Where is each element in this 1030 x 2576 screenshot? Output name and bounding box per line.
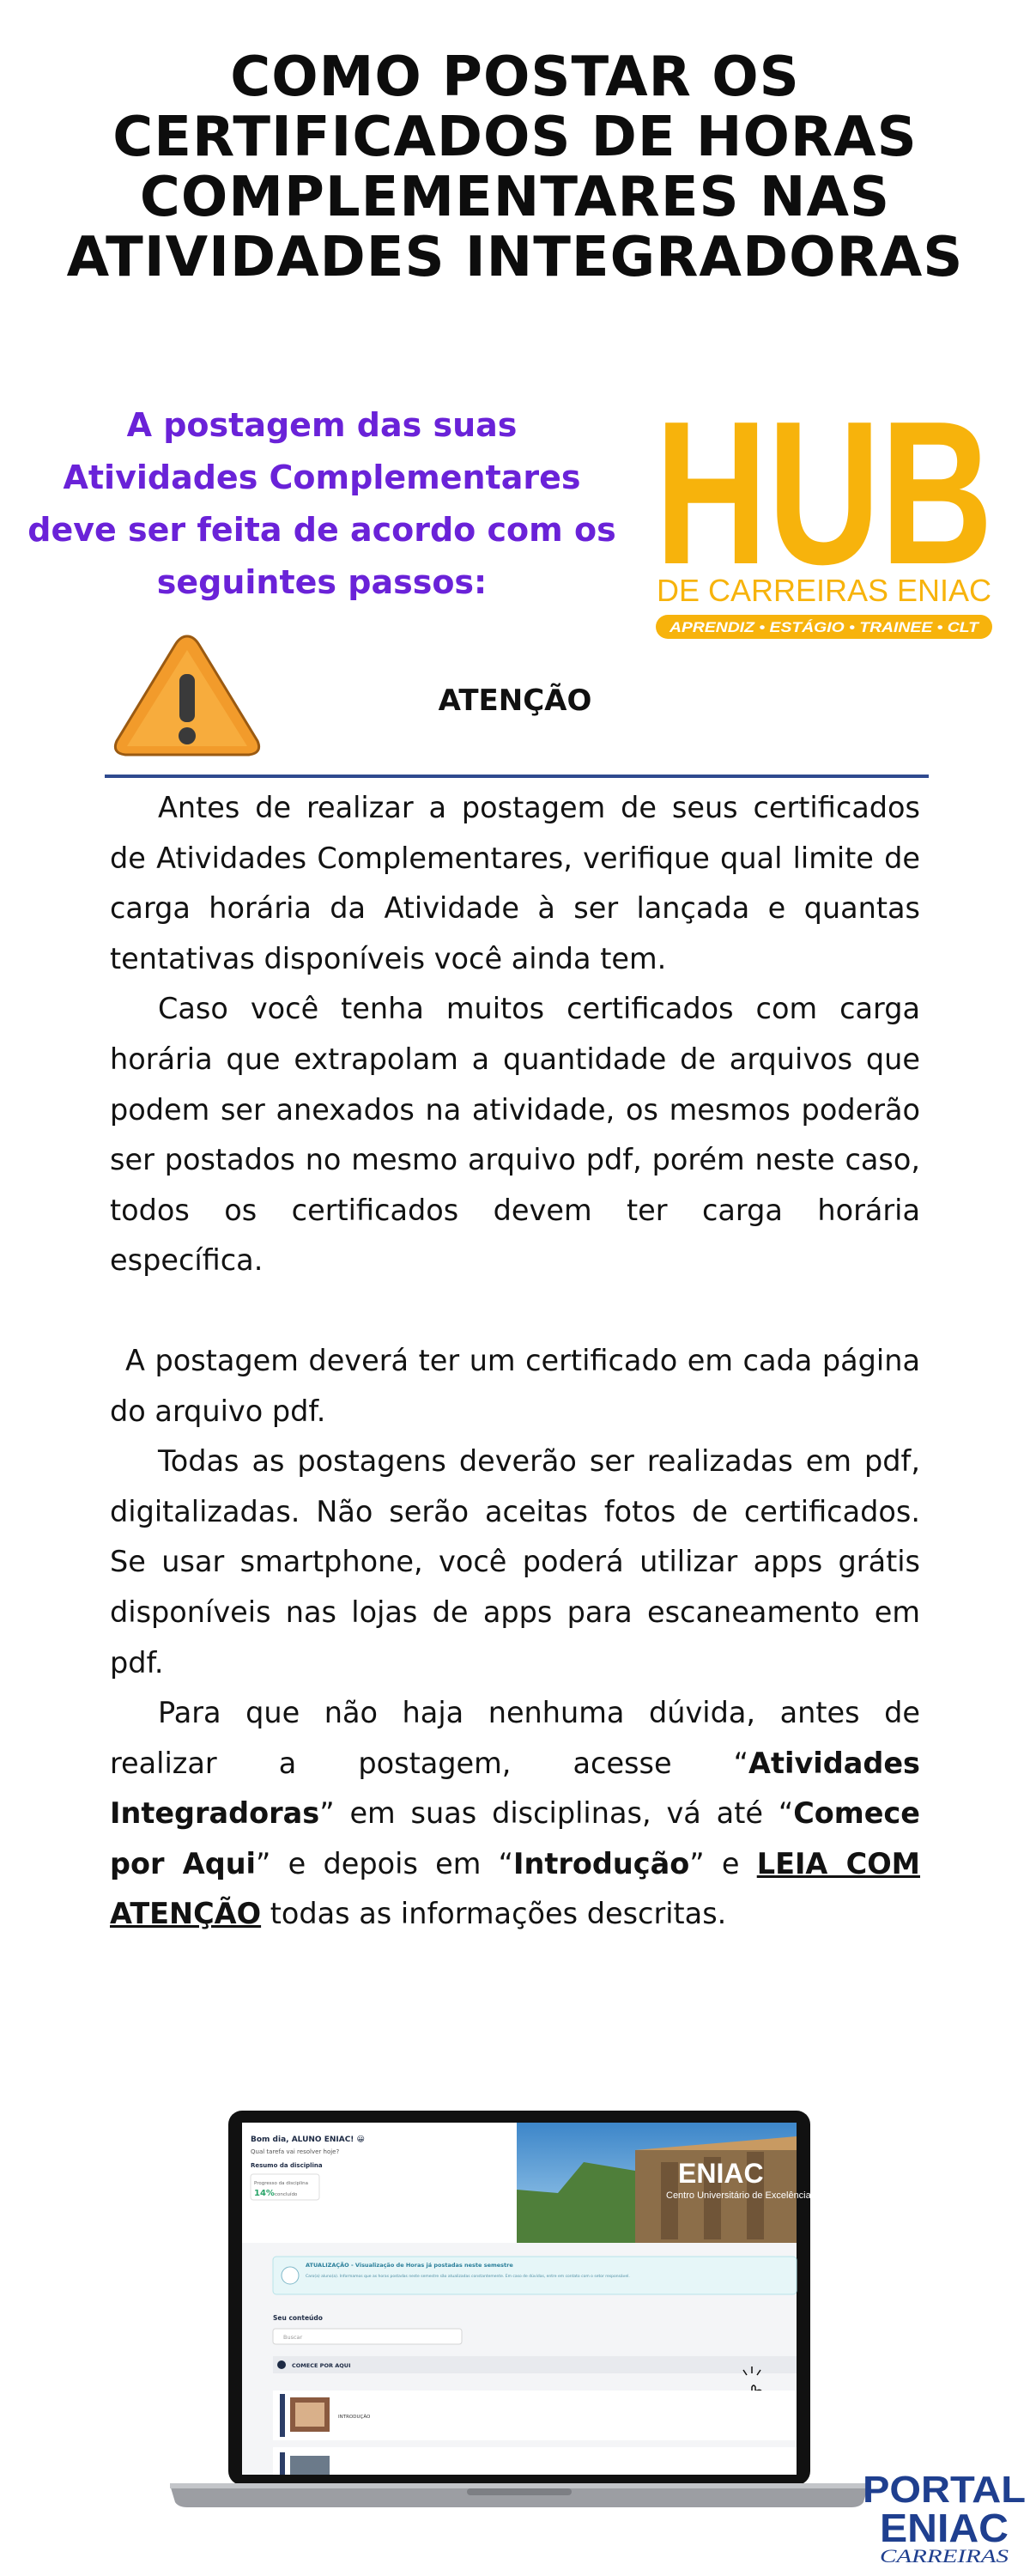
laptop-banner-sub: Centro Universitário de Excelência (666, 2190, 811, 2201)
hub-logo-subtitle: DE CARREIRAS ENIAC (657, 573, 991, 608)
p5-bold-comece: Comece por Aqui (110, 1796, 920, 1880)
hub-logo (652, 410, 996, 642)
laptop-search-placeholder: Buscar (283, 2334, 303, 2341)
portal-eniac-logo (858, 2464, 1030, 2567)
paragraph-3: A postagem deverá ter um certificado em cada página do arquivo pdf. (110, 1343, 920, 1428)
laptop-alert-text: Caro(a) aluno(a). Informamos que as horas postadas neste semestre são atualizadas constantemente. Em caso de dúvidas, entre em contato com o setor responsável. (306, 2275, 630, 2279)
p5-text-a: Para que não haja nenhuma dúvida, antes de realizar a postagem, acesse “ (110, 1696, 920, 1780)
paragraph-4: Todas as postagens deverão ser realizadas em pdf, digitalizadas. Não serão aceitas fotos de certificados. Se usar smartphone, você poderá utilizar apps grátis disponíveis nas lojas de apps para escaneamento em pdf. (110, 1444, 920, 1680)
attention-label: ATENÇÃO (438, 683, 592, 718)
hub-logo-tagline: APRENDIZ • ESTÁGIO • TRAINEE • CLT (668, 619, 980, 635)
p5-bold-introducao: Introdução (513, 1846, 690, 1880)
paragraph-2: Caso você tenha muitos certificados com carga horária que extrapolam a quantidade de arquivos que podem ser anexados na atividade, os mesmos poderão ser postados no mesmo arquivo pdf, porém neste caso, todos os certificados devem ter carga horária específica. (110, 992, 920, 1278)
page-title: COMO POSTAR OS CERTIFICADOS DE HORAS COMPLEMENTARES NAS ATIVIDADES INTEGRADORAS (66, 46, 964, 289)
p5-text-c: ” em suas disciplinas, vá até “ (319, 1796, 794, 1831)
laptop-item-label: INTRODUÇÃO (338, 2415, 371, 2420)
laptop-progress-suffix: concluído (275, 2192, 298, 2197)
laptop-greeting: Bom dia, ALUNO ENIAC! 😀 (251, 2136, 365, 2144)
p5-bold-atividades: Atividades Integradoras (110, 1746, 920, 1831)
paragraph-5 (110, 1688, 920, 1940)
portal-logo-line1: PORTAL (863, 2469, 1026, 2511)
divider (105, 775, 929, 778)
intro-text: A postagem das suas Atividades Complementares deve ser feita de acordo com os seguintes passos: (27, 406, 616, 601)
p5-text-g: ” e (689, 1846, 757, 1880)
laptop-progress-value: 14% (254, 2189, 275, 2198)
portal-logo-line3: CARREIRAS (880, 2545, 1009, 2567)
laptop-section-title: Seu conteúdo (273, 2314, 323, 2322)
laptop-summary-label: Resumo da disciplina (251, 2162, 323, 2169)
paragraph-1: Antes de realizar a postagem de seus certificados de Atividades Complementares, verifique qual limite de carga horária da Atividade à ser lançada e quantas tentativas disponíveis você ainda tem. (110, 791, 920, 975)
portal-logo-line2: ENIAC (880, 2506, 1009, 2550)
laptop-alert-title: ATUALIZAÇÃO - Visualização de Horas já postadas neste semestre (306, 2262, 513, 2269)
hub-logo-letters: HUB (655, 410, 993, 607)
instructions (110, 783, 920, 1940)
laptop-screenshot (154, 2111, 884, 2518)
p5-text-i: todas as informações descritas. (261, 1897, 727, 1931)
warning-triangle-icon (110, 629, 264, 760)
laptop-progress-label: Progresso da disciplina (254, 2181, 309, 2186)
laptop-banner-brand: ENIAC (678, 2158, 764, 2189)
p5-text-e: ” e depois em “ (256, 1846, 514, 1880)
p5-underline-leia: LEIA COM ATENÇÃO (110, 1846, 921, 1931)
laptop-question: Qual tarefa vai resolver hoje? (251, 2148, 340, 2155)
laptop-module-label: COMECE POR AQUI (292, 2362, 351, 2369)
